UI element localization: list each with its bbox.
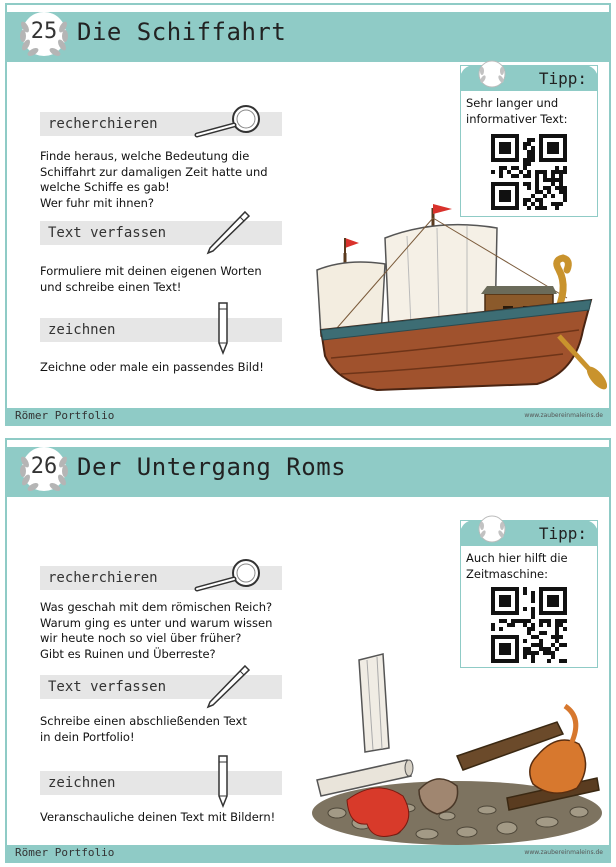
pencil-icon [213, 754, 233, 808]
number-badge [15, 5, 73, 63]
pencil-icon [213, 301, 233, 355]
card-footer [7, 408, 609, 424]
magnifier-icon [189, 556, 269, 596]
task-label-write: Text verfassen [40, 221, 282, 245]
tip-text: Sehr langer und informativer Text: [466, 96, 568, 126]
card-footer [7, 845, 609, 861]
footer-website: www.zaubereinmaleins.de [524, 412, 603, 419]
pen-icon [205, 209, 250, 255]
laurel-wreath-icon [475, 57, 509, 91]
task-card-26 [5, 438, 611, 863]
card-title: Die Schiffahrt [77, 18, 287, 46]
task-text-write: Formuliere mit deinen eigenen Worten und schreibe einen Text! [40, 264, 262, 294]
task-text-draw: Veranschauliche deinen Text mit Bildern! [40, 810, 276, 824]
task-label-draw: zeichnen [40, 771, 282, 795]
pen-icon [205, 663, 250, 709]
tip-box [460, 65, 598, 217]
footer-website: www.zaubereinmaleins.de [524, 849, 603, 856]
task-label-research: recherchieren [40, 566, 282, 590]
task-label-write: Text verfassen [40, 675, 282, 699]
task-text-draw: Zeichne oder male ein passendes Bild! [40, 360, 264, 374]
task-label-draw: zeichnen [40, 318, 282, 342]
magnifier-icon [189, 102, 269, 142]
card-title: Der Untergang Roms [77, 453, 347, 481]
tip-box [460, 520, 598, 668]
ruins-illustration [307, 648, 607, 848]
laurel-wreath-icon [475, 512, 509, 546]
card-number: 26 [30, 454, 58, 479]
roman-ship-illustration [307, 198, 607, 410]
tip-title: Tipp: [538, 69, 587, 88]
footer-portfolio-label: Römer Portfolio [15, 846, 115, 859]
footer-portfolio-label: Römer Portfolio [15, 409, 115, 422]
card-number: 25 [30, 19, 58, 44]
task-text-write: Schreibe einen abschließenden Text in dein Portfolio! [40, 714, 247, 744]
tip-title: Tipp: [538, 524, 587, 543]
tip-text: Auch hier hilft die Zeitmaschine: [466, 551, 568, 581]
task-label-research: recherchieren [40, 112, 282, 136]
task-text-research: Finde heraus, welche Bedeutung die Schiffahrt zur damaligen Zeit hatte und welche Schiffe es gab! Wer fuhr mit ihnen? [40, 149, 268, 210]
number-badge [15, 440, 73, 498]
task-text-research: Was geschah mit dem römischen Reich? Warum ging es unter und warum wissen wir heute noch so viel über früher? Gibt es Ruinen und Überreste? [40, 600, 273, 661]
task-card-25 [5, 3, 611, 426]
